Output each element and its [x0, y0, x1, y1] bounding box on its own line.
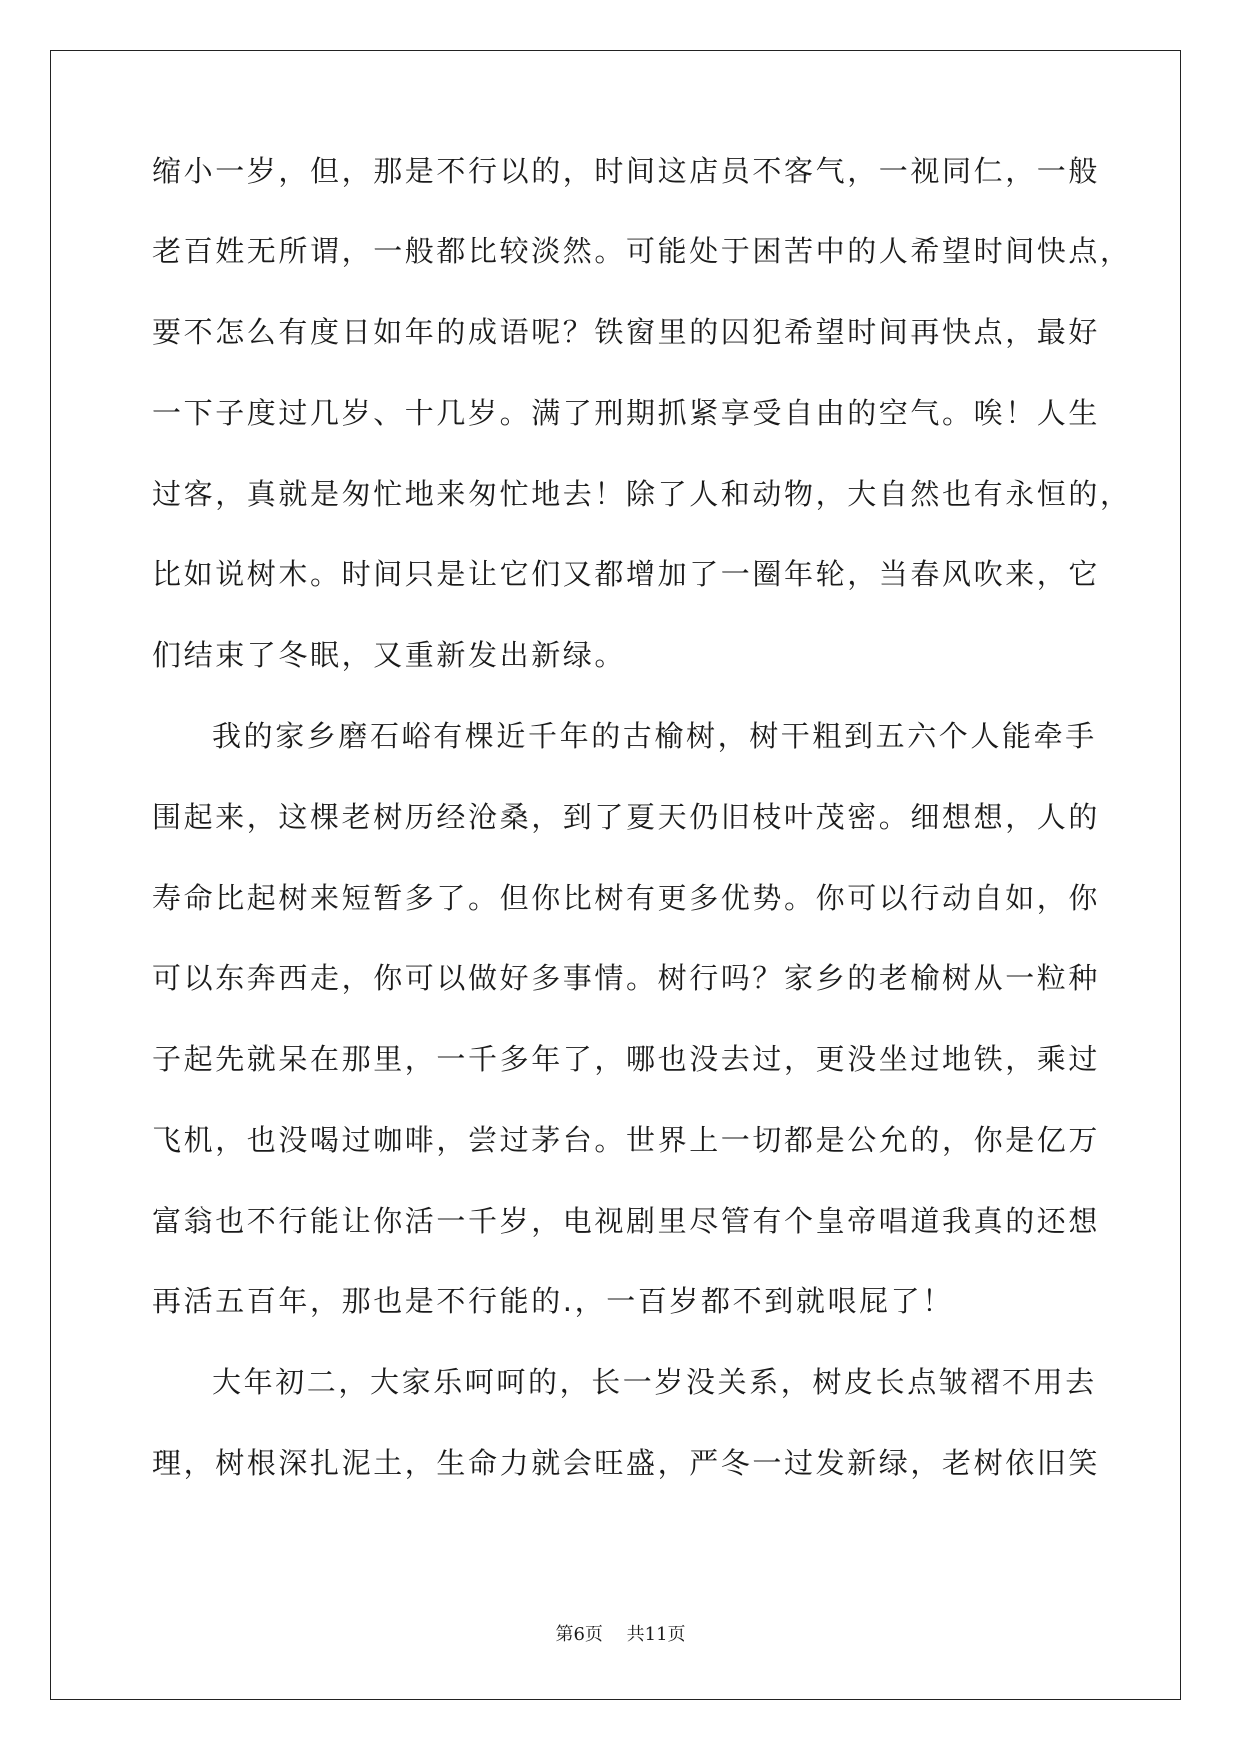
text-line: 可以东奔西走，你可以做好多事情。树行吗？家乡的老榆树从一粒种: [152, 961, 1101, 995]
text-line: 寿命比起树来短暂多了。但你比树有更多优势。你可以行动自如，你: [152, 881, 1101, 915]
text-line: 们结束了冬眠，又重新发出新绿。: [152, 638, 627, 672]
text-line: 富翁也不行能让你活一千岁，电视剧里尽管有个皇帝唱道我真的还想: [152, 1204, 1101, 1238]
page-footer: [0, 1620, 1241, 1646]
text-line: 过客，真就是匆忙地来匆忙地去！除了人和动物，大自然也有永恒的，: [152, 477, 1132, 511]
text-line: 老百姓无所谓，一般都比较淡然。可能处于困苦中的人希望时间快点，: [152, 234, 1132, 268]
text-line: 要不怎么有度日如年的成语呢？铁窗里的囚犯希望时间再快点，最好: [152, 315, 1101, 349]
paragraph-first-line: 大年初二，大家乐呵呵的，长一岁没关系，树皮长点皱褶不用去: [212, 1365, 1097, 1399]
text-line: 再活五百年，那也是不行能的.，一百岁都不到就哏屁了！: [152, 1284, 954, 1318]
text-line: 比如说树木。时间只是让它们又都增加了一圈年轮，当春风吹来，它: [152, 557, 1101, 591]
text-line: 理，树根深扎泥土，生命力就会旺盛，严冬一过发新绿，老树依旧笑: [152, 1446, 1101, 1480]
text-line: 围起来，这棵老树历经沧桑，到了夏天仍旧枝叶茂密。细想想，人的: [152, 800, 1101, 834]
text-line: 一下子度过几岁、十几岁。满了刑期抓紧享受自由的空气。唉！人生: [152, 396, 1101, 430]
text-line: 缩小一岁，但，那是不行以的，时间这店员不客气，一视同仁，一般: [152, 154, 1101, 188]
paragraph-first-line: 我的家乡磨石峪有棵近千年的古榆树，树干粗到五六个人能牵手: [212, 719, 1097, 753]
text-line: 飞机，也没喝过咖啡，尝过茅台。世界上一切都是公允的，你是亿万: [152, 1123, 1101, 1157]
text-line: 子起先就呆在那里，一千多年了，哪也没去过，更没坐过地铁，乘过: [152, 1042, 1101, 1076]
page-number: 第6页 共11页: [555, 1624, 686, 1645]
